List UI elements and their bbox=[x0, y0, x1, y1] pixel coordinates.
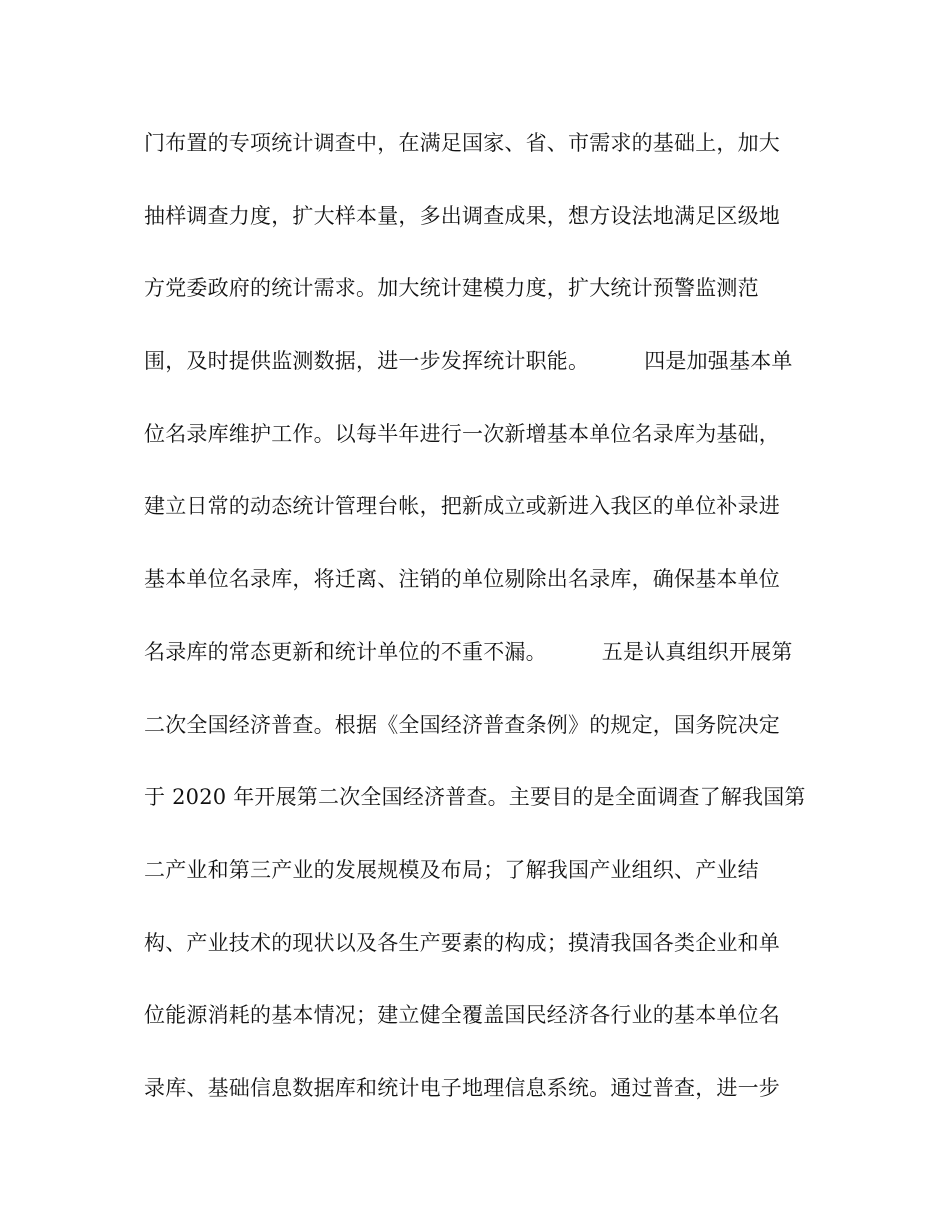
text-line: 抽样调查力度，扩大样本量，多出调查成果，想方设法地满足区级地 bbox=[144, 203, 780, 228]
text-line: 二次全国经济普查。根据《全国经济普查条例》的规定，国务院决定 bbox=[144, 712, 780, 737]
text-line: 方党委政府的统计需求。加大统计建模力度，扩大统计预警监测范 bbox=[144, 276, 759, 301]
body-text bbox=[144, 124, 824, 1142]
text-line: 二产业和第三产业的发展规模及布局；了解我国产业组织、产业结 bbox=[144, 857, 759, 882]
text-line: 构、产业技术的现状以及各生产要素的构成；摸清我国各类企业和单 bbox=[144, 930, 780, 955]
text-line: 建立日常的动态统计管理台帐，把新成立或新进入我区的单位补录进 bbox=[144, 494, 780, 519]
text-line: 位能源消耗的基本情况；建立健全覆盖国民经济各行业的基本单位名 bbox=[144, 1003, 780, 1028]
text-line: 门布置的专项统计调查中，在满足国家、省、市需求的基础上，加大 bbox=[144, 131, 780, 155]
text-line: 围，及时提供监测数据，进一步发挥统计职能。 四是加强基本单 bbox=[144, 349, 793, 374]
text-line: 名录库的常态更新和统计单位的不重不漏。 五是认真组织开展第 bbox=[144, 639, 793, 664]
text-line: 于 2020 年开展第二次全国经济普查。主要目的是全面调查了解我国第 bbox=[144, 785, 806, 810]
text-line: 基本单位名录库，将迁离、注销的单位剔除出名录库，确保基本单位 bbox=[144, 567, 780, 592]
text-line: 录库、基础信息数据库和统计电子地理信息系统。通过普查，进一步 bbox=[144, 1075, 780, 1100]
text-line: 位名录库维护工作。以每半年进行一次新增基本单位名录库为基础， bbox=[144, 421, 780, 446]
